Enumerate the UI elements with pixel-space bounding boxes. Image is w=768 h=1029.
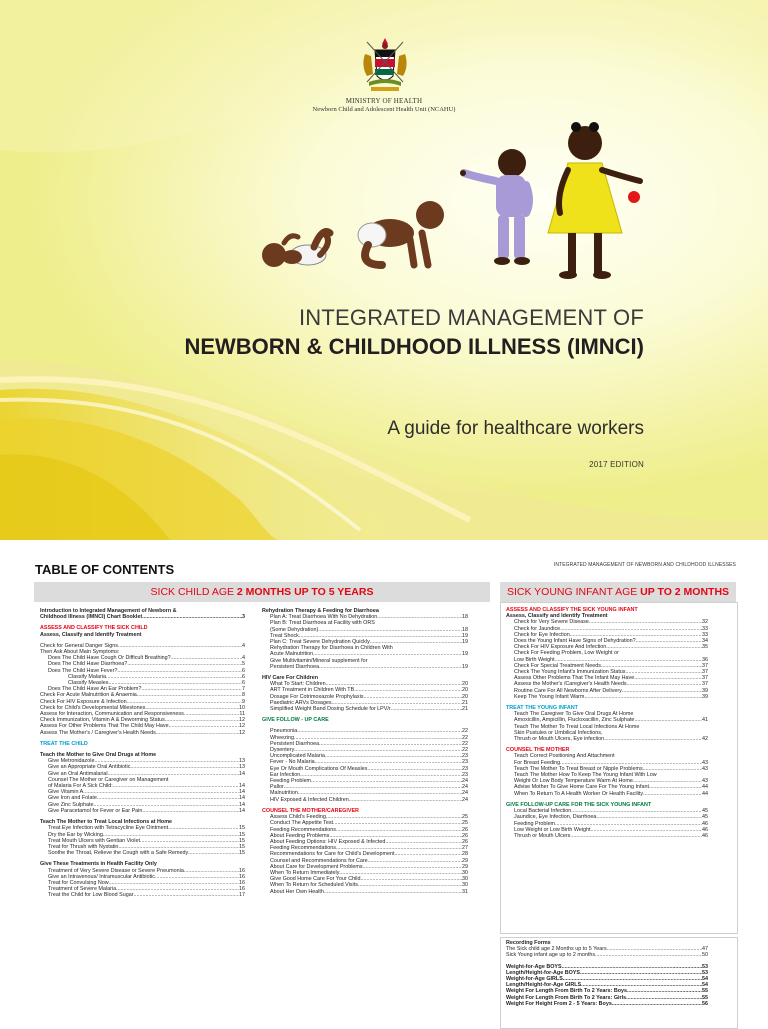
toc-dot-leader [319,664,462,670]
toc-page-number: 22 [462,728,468,735]
toc-page-number: 46 [702,832,708,839]
toc-entry-label: Ear Infection [270,771,301,778]
toc-entry-label: Then Ask About Main Symptoms: [40,649,120,656]
toc-entry-label: Thrush or Mouth Ulcers [514,832,571,839]
red-ball [628,191,640,203]
toc-entry-label: Low Weight or Low Birth Weight [514,826,591,833]
toc-entry-label: Introduction to Integrated Management of Newborn & [40,608,177,614]
toc-entry-label: Assess, Classify and Identify Treatment [506,613,608,620]
toc-entry-label: Skin Pustules or Umbilical Infections, [514,729,603,736]
toc-entry-label: Weight Or Low Body Temperature Warm At Home [514,778,633,785]
toc-entry-label: Give an Intravenous/ Intramuscular Antibiotic [48,873,155,880]
toc-entry-label: Rehydration Therapy for Diarrhoea in Children With [270,645,393,652]
toc-entry-label: Jaundice, Eye Infection, Diarrhoea [514,814,597,821]
toc-entry-label: Plan B: Treat Diarrhoea at Facility with ORS [270,620,375,627]
toc-page-number: 9 [242,698,245,705]
toc-entry-label: Check For Feeding Problem, Low Weight or [514,650,619,657]
toc-page-number: 26 [462,826,468,833]
toc-page-number: 44 [702,784,708,791]
toc-page-number: 46 [702,820,708,827]
toc-page-number: 19 [462,639,468,646]
toc-entry-label: Check for Child's Developmental Milestones [40,704,146,711]
toc-page-number: 55 [702,994,708,1001]
toc-entry-label: Check For HIV Exposure & Infection [40,698,127,705]
toc-entry-label: TREAT THE YOUNG INFANT [506,705,578,712]
banner-left-prefix: SICK CHILD AGE [150,586,237,598]
toc-page-number: 13 [239,764,245,771]
toc-page-number: 25 [462,814,468,821]
toc-page-number: 43 [702,765,708,772]
toc-entry-label: Acute Malnutrition [270,651,314,658]
toc-entry-label: Give Iron and Folate [48,795,97,802]
toc-page-number: 27 [462,845,468,852]
toc-dot-leader [584,694,702,700]
toc-entry-label: Check Immunization, Vitamin A & Deworming Status [40,717,165,724]
toc-entry [40,808,245,814]
toc-dot-leader [156,730,239,736]
toc-entry-label: Give Metronidazole [48,758,95,765]
toc-entry [262,797,468,803]
toc-entry [40,730,245,736]
toc-entry [506,736,708,742]
toc-entry-label: Routine Care For All Newborns After Delivery [514,687,622,694]
toc-page-number: 15 [239,831,245,838]
toc-page-number: 15 [239,843,245,850]
toc-entry-label: Thrush or Mouth Ulcers, Eye infection [514,736,605,743]
toc-entry-label: Length/Height-for-Age BOYS [506,969,580,976]
running-header: INTEGRATED MANAGEMENT OF NEWBORN AND CHILDHOOD ILLNESSES [553,562,736,568]
toc-entry-label: Treat for Thrush with Nystatin [48,843,119,850]
banner-left-emphasis: 2 MONTHS UP TO 5 YEARS [236,586,374,598]
toc-page-number: 45 [702,814,708,821]
toc-entry-label: GIVE FOLLOW-UP CARE FOR THE SICK YOUNG INFANT [506,801,652,808]
toc-page-number: 37 [702,669,708,676]
toc-entry [40,892,245,898]
toc-page-number: 24 [462,796,468,803]
toc-entry-label: Give an Appropriate Oral Antibiotic [48,764,131,771]
toc-entry-label: Sick Young infant age up to 2 months [506,952,596,959]
toc-dot-leader [142,614,242,620]
toc-entry-label: Does the Young Infant Have Signs of Dehydration? [514,638,636,645]
lying-baby-figure [262,232,330,267]
toc-section-heading [40,614,245,620]
toc-entry-label: TREAT THE CHILD [40,740,88,747]
toc-entry-label: Teach The Mother How To Keep The Young Infant With Low [514,772,657,779]
toc-entry-label: Dosage For Cotrimoxazole Prophylaxis [270,693,364,700]
toc-entry-label: Paediatric ARVs Dosages [270,699,332,706]
toc-entry-label: Does The Child Have Cough Or Difficult Breathing? [48,655,171,662]
toc-page-number: 22 [462,740,468,747]
toc-page-number: 10 [239,704,245,711]
toc-page-number: 50 [702,952,708,959]
toc-page-number: 29 [462,863,468,870]
toc-page-number: 3 [242,614,245,621]
toc-page-number: 56 [702,1000,708,1007]
toc-entry-label: Check The Young Infant's Immunization Status [514,669,626,676]
toc-page-number: 37 [702,662,708,669]
toc-entry-label: Teach The Mother To Treat Breast or Nipple Problems [514,765,643,772]
toc-title: TABLE OF CONTENTS [35,562,175,577]
toc-entry-label: Treat Shock [270,632,299,639]
toc-page-number: 42 [702,736,708,743]
sick-child-banner [34,582,490,602]
toc-entry-label: Weight For Height From 2 - 5 Years: Boys [506,1000,612,1007]
toc-entry-label: Teach Correct Positioning And Attachment [514,753,615,760]
toc-entry-label: Assess Child's Feeding [270,814,326,821]
crawling-baby-figure [358,201,444,265]
toc-entry [40,850,245,856]
cover-subtitle: A guide for healthcare workers [387,418,644,439]
toc-dot-leader [377,614,462,620]
toc-page-number: 6 [242,673,245,680]
toc-page-number: 19 [462,651,468,658]
toc-entry-label: What To Start: Children [270,681,326,688]
unit-name: Newborn Child and Adolescent Health Unit (NCAHU) [312,106,456,113]
toc-entry-label: Length/Height-for-Age GIRLS [506,982,582,989]
toc-entry-label: When To Return To A Health Worker Or Health Facility [514,790,644,797]
toc-page-number: 33 [702,625,708,632]
toc-entry-label: Persistent Diarrhoea [270,740,320,747]
toc-entry [506,952,708,958]
toc-page-number: 16 [239,867,245,874]
toc-page-number: 46 [702,826,708,833]
toc-entry-label: Soothe the Throat, Relieve the Cough with a Safe Remedy [48,850,189,857]
toc-page-number: 37 [702,675,708,682]
toc-page-number: 34 [702,638,708,645]
toc-page-number: 35 [702,644,708,651]
toc-page-number: 21 [462,699,468,706]
toc-entry-label: Give Paracetamol for Fever or Ear Pain [48,807,143,814]
toc-page-number: 30 [462,882,468,889]
toc-entry-label: About Care for Development Problems [270,863,363,870]
toc-page-number: 11 [239,711,245,718]
toc-entry-label: Does The Child Have Diarrhoea? [48,661,128,668]
banner-right-emphasis: UP TO 2 MONTHS [640,586,730,598]
toc-column-young-infant [506,607,708,839]
toc-entry-label: ART Treatment in Children With TB [270,687,355,694]
toc-page-number: 15 [239,837,245,844]
toc-page-number: 23 [462,759,468,766]
toc-entry-label: HIV Exposed & Infected Children [270,796,349,803]
toc-page-number: 31 [462,888,468,895]
toc-entry-label: Check for General Danger Signs [40,642,118,649]
child-development-illustration [250,115,670,290]
toc-entry-label: Simplified Weight Band Dosing Schedule for LPV/r [270,706,391,713]
toc-entry-label: Low Birth Weight [514,656,555,663]
toc-entry-label: Check For Special Treatment Needs [514,662,601,669]
toc-page-number: 14 [239,801,245,808]
toc-entry-label: COUNSEL THE MOTHER [506,747,570,754]
toc-entry-label: GIVE FOLLOW - UP CARE [262,717,329,724]
toc-page-number: 26 [462,838,468,845]
toc-entry-label: When To Return for Scheduled Visits [270,882,358,889]
toc-entry-label: Treatment of Severe Malaria [48,886,117,893]
toc-entry-label: Eye Or Mouth Complications Of Measles [270,765,368,772]
toc-dot-leader [349,797,462,803]
toc-entry-label: Dysentery [270,747,295,754]
toc-dot-leader [612,1001,702,1007]
toc-entry [506,791,708,797]
toc-page-number: 18 [462,626,468,633]
toc-page-number: 6 [242,680,245,687]
toc-page-number: 15 [239,850,245,857]
toc-page-number: 36 [702,656,708,663]
toc-page-number: 28 [462,851,468,858]
toc-entry-label: Classify Malaria [68,673,107,680]
toc-entry-label: Treatment of Very Severe Disease or Severe Pneumonia [48,867,184,874]
toc-page-number: 37 [702,681,708,688]
toc-entry-label: Check for Jaundice [514,625,561,632]
sick-young-infant-banner [500,582,736,602]
standing-toddler-figure [460,149,530,265]
toc-entry-label: Weight For Length From Birth To 2 Years: Boys [506,988,628,995]
toc-entry-label: For Breast Feeding [514,759,561,766]
toc-entry-label: Give These Treatments in Health Facility Only [40,861,157,868]
toc-page-number: 12 [239,717,245,724]
toc-page-number: 29 [462,857,468,864]
toc-entry [262,889,468,895]
toc-entry-label: Plan C: Treat Severe Dehydration Quickly [270,639,370,646]
toc-page-number: 4 [242,655,245,662]
toc-entry-label: Treat for Convulsing Now [48,879,109,886]
toc-page-number: 20 [462,681,468,688]
toc-page-number: 20 [462,687,468,694]
toc-dot-leader [606,644,702,650]
toc-entry-label: Give Good Home Care For Your Child [270,876,361,883]
toc-entry-label: Check for Eye Infection [514,631,570,638]
toc-entry-label: Feeding Problem [514,820,556,827]
toc-page-number: 23 [462,771,468,778]
toc-entry-label: Assess Other Problems That The Infant May Have [514,675,635,682]
toc-page-number: 54 [702,982,708,989]
toc-entry-label: Counsel The Mother or Caregiver on Management [48,776,169,783]
toc-page-number: 25 [462,820,468,827]
toc-page-number: 39 [702,693,708,700]
toc-page-number: 14 [239,783,245,790]
toc-entry-label: Give Vitamin A [48,789,84,796]
toc-entry [262,664,468,670]
toc-page-number: 14 [239,795,245,802]
toc-page-number: 7 [242,686,245,693]
toc-page-number: 20 [462,693,468,700]
toc-dot-leader [188,850,239,856]
toc-page-number: 30 [462,869,468,876]
toc-entry-label: About Feeding Problems [270,832,330,839]
toc-page-number: 55 [702,988,708,995]
toc-entry-label: Assess, Classify and Identify Treatment [40,631,142,638]
toc-page-number: 43 [702,759,708,766]
toc-entry-label: Teach the Mother to Give Oral Drugs at Home [40,752,157,759]
toc-entry-label: Pallor [270,784,284,791]
toc-page-number: 4 [242,642,245,649]
cover-title-line2: NEWBORN & CHILDHOOD ILLNESS (IMNCI) [184,334,644,359]
toc-entry-label: Amoxicillin, Ampicillin, Flucloxacillin, Zinc Sulphate [514,717,635,724]
toc-page-number: 32 [702,619,708,626]
toc-page-number: 14 [239,807,245,814]
toc-entry-label: COUNSEL THE MOTHER/CAREGIVER [262,807,359,814]
toc-entry-label: Uncomplicated Malaria [270,753,325,760]
girl-in-dress-figure [548,122,640,279]
toc-entry-label: (Some Dehydration) [270,626,319,633]
table-of-contents-page [0,540,768,1024]
toc-page-number: 22 [462,747,468,754]
toc-entry-label: Rehydration Therapy & Feeding for Diarrhoea [262,608,379,614]
toc-entry-label: Weight-for-Age BOYS [506,963,562,970]
toc-entry-label: of Malaria For A Sick Child: [48,783,113,790]
toc-page-number: 21 [462,706,468,713]
toc-entry-label: Recommendations for Care for Child's Development [270,851,395,858]
toc-page-number: 26 [462,832,468,839]
toc-entry-label: Feeding Problem [270,778,312,785]
toc-entry-label: Teach The Caregiver To Give Oral Drugs At Home [514,711,634,718]
toc-page-number: 19 [462,663,468,670]
banner-right-prefix: SICK YOUNG INFANT AGE [506,586,641,598]
toc-page-number: 8 [242,692,245,699]
ministry-name: MINISTRY OF HEALTH [345,97,423,105]
toc-entry-label: Advise Mother To Give Home Care For The Young Infant [514,784,649,791]
toc-column-recording-forms [506,940,708,1007]
toc-page-number: 14 [239,789,245,796]
toc-entry-label: Treat Mouth Ulcers with Gentian Violet [48,837,140,844]
toc-page-number: 17 [239,892,245,899]
toc-page-number: 23 [462,765,468,772]
toc-entry-label: Feeding Recommendations [270,826,336,833]
toc-entry-label: Treat the Child for Low Blood Sugar [48,892,134,899]
toc-entry-label: Check For HIV Exposure And Infection [514,644,607,651]
toc-page-number: 30 [462,876,468,883]
toc-entry-label: Assess The Mother's / Caregiver's Health Needs [40,729,156,736]
toc-entry-label: Dry the Ear by Wicking [48,831,103,838]
toc-entry-label: Teach The Mother To Treat Local Infections At Home [514,723,640,730]
edition-label: 2017 EDITION [589,460,644,469]
toc-column-sick-child-2 [262,608,468,895]
toc-page-number: 24 [462,778,468,785]
toc-page-number: 6 [242,667,245,674]
toc-page-number: 41 [702,717,708,724]
toc-entry-label: Feeding Recommendations [270,845,336,852]
toc-page-number: 24 [462,784,468,791]
toc-page-number: 33 [702,631,708,638]
toc-page-number: 16 [239,873,245,880]
toc-entry-label: Childhood Illness (IMNCI) Chart Booklet [40,614,143,621]
toc-page-number: 19 [462,632,468,639]
toc-page-number: 24 [462,790,468,797]
toc-page-number: 18 [462,614,468,621]
toc-entry-label: ASSESS AND CLASSIFY THE SICK CHILD [40,625,148,632]
toc-page-number: 47 [702,946,708,953]
toc-entry [262,706,468,712]
toc-entry-label: HIV Care For Children [262,675,319,682]
toc-page-number: 53 [702,969,708,976]
toc-dot-leader [391,706,462,712]
toc-column-sick-child-1 [40,608,245,899]
toc-entry-label: Does The Child Have Fever? [48,667,118,674]
toc-dot-leader [604,736,702,742]
toc-entry-label: About Her Own Health [270,888,324,895]
toc-page-number: 14 [239,770,245,777]
toc-dot-leader [570,833,702,839]
kenya-coat-of-arms-logo [357,36,413,94]
toc-dot-leader [634,717,702,723]
toc-page-number: 22 [462,734,468,741]
toc-page-number: 12 [239,723,245,730]
toc-entry-label: Plan A: Treat Diarrhoea With No Dehydration [270,614,378,621]
toc-entry-label: Give Multivitamin/Mineral supplement for [270,657,368,664]
toc-entry-label: Does The Child Have An Ear Problem? [48,686,142,693]
toc-dot-leader [643,791,702,797]
toc-page-number: 54 [702,976,708,983]
toc-dot-leader [118,643,242,649]
toc-dot-leader [142,808,239,814]
toc-entry-label: Assess for Interaction, Communication and Responsiveness [40,711,184,718]
toc-page-number: 12 [239,729,245,736]
toc-entry-label: Conduct The Appetite Test [270,820,334,827]
toc-entry-label: Malnutrition [270,790,298,797]
toc-entry-label: Teach The Mother to Treat Local Infections at Home [40,819,172,826]
toc-page-number: 45 [702,808,708,815]
toc-entry-label: Recording Forms [506,940,551,946]
toc-entry-label: Check For Acute Malnutrition & Anaemia [40,692,137,699]
toc-section-heading [506,1001,708,1007]
toc-dot-leader [134,892,240,898]
toc-entry [506,833,708,839]
toc-entry-label: About Feeding Options: HIV Exposed & Infected [270,838,386,845]
toc-entry-label: Treat Eye Infection with Tetracycline Eye Ointment [48,825,169,832]
toc-page-number: 13 [239,758,245,765]
toc-entry-label: Classify Measles [68,680,109,687]
toc-entry-label: Persistent Diarrhoea [270,663,320,670]
toc-page-number: 53 [702,963,708,970]
toc-entry-label: Weight For Length From Birth To 2 Years: Girls [506,994,627,1001]
toc-page-number: 16 [239,886,245,893]
toc-entry-label: ASSESS AND CLASSIFY THE SICK YOUNG INFANT [506,607,638,613]
toc-entry-label: Pneumonia [270,728,298,735]
toc-entry-label: Local Bacterial Infection [514,808,572,815]
toc-page-number: 16 [239,879,245,886]
toc-page-number: 23 [462,753,468,760]
toc-page-number: 43 [702,778,708,785]
toc-page-number: 5 [242,661,245,668]
toc-entry-label: Assess the Mother's /Caregiver's Health Needs [514,681,627,688]
toc-entry-label: The Sick child age 2 Months up to 5 Years [506,946,607,953]
toc-entry-label: Wheezing [270,734,294,741]
toc-dot-leader [595,952,702,958]
toc-page-number: 39 [702,687,708,694]
toc-entry-label: Counsel and Recommendations for Care [270,857,368,864]
toc-entry [506,694,708,700]
toc-entry-label: Give an Oral Antimalarial [48,770,108,777]
toc-page-number: 15 [239,825,245,832]
toc-entry-label: Check for Very Severe Disease [514,619,589,626]
toc-entry-label: Weight-for-Age GIRLS [506,976,563,983]
toc-entry-label: Keep The Young Infant Warm [514,693,585,700]
toc-entry-label: When To Return Immediately [270,869,340,876]
toc-entry-label: Fever - No Malaria [270,759,315,766]
toc-page-number: 44 [702,790,708,797]
toc-entry-label: Assess For Other Problems That The Child May Have [40,723,169,730]
cover-title-line1: INTEGRATED MANAGEMENT OF [298,305,644,330]
toc-dot-leader [324,889,462,895]
toc-entry-label: Give Zinc Sulphate [48,801,94,808]
